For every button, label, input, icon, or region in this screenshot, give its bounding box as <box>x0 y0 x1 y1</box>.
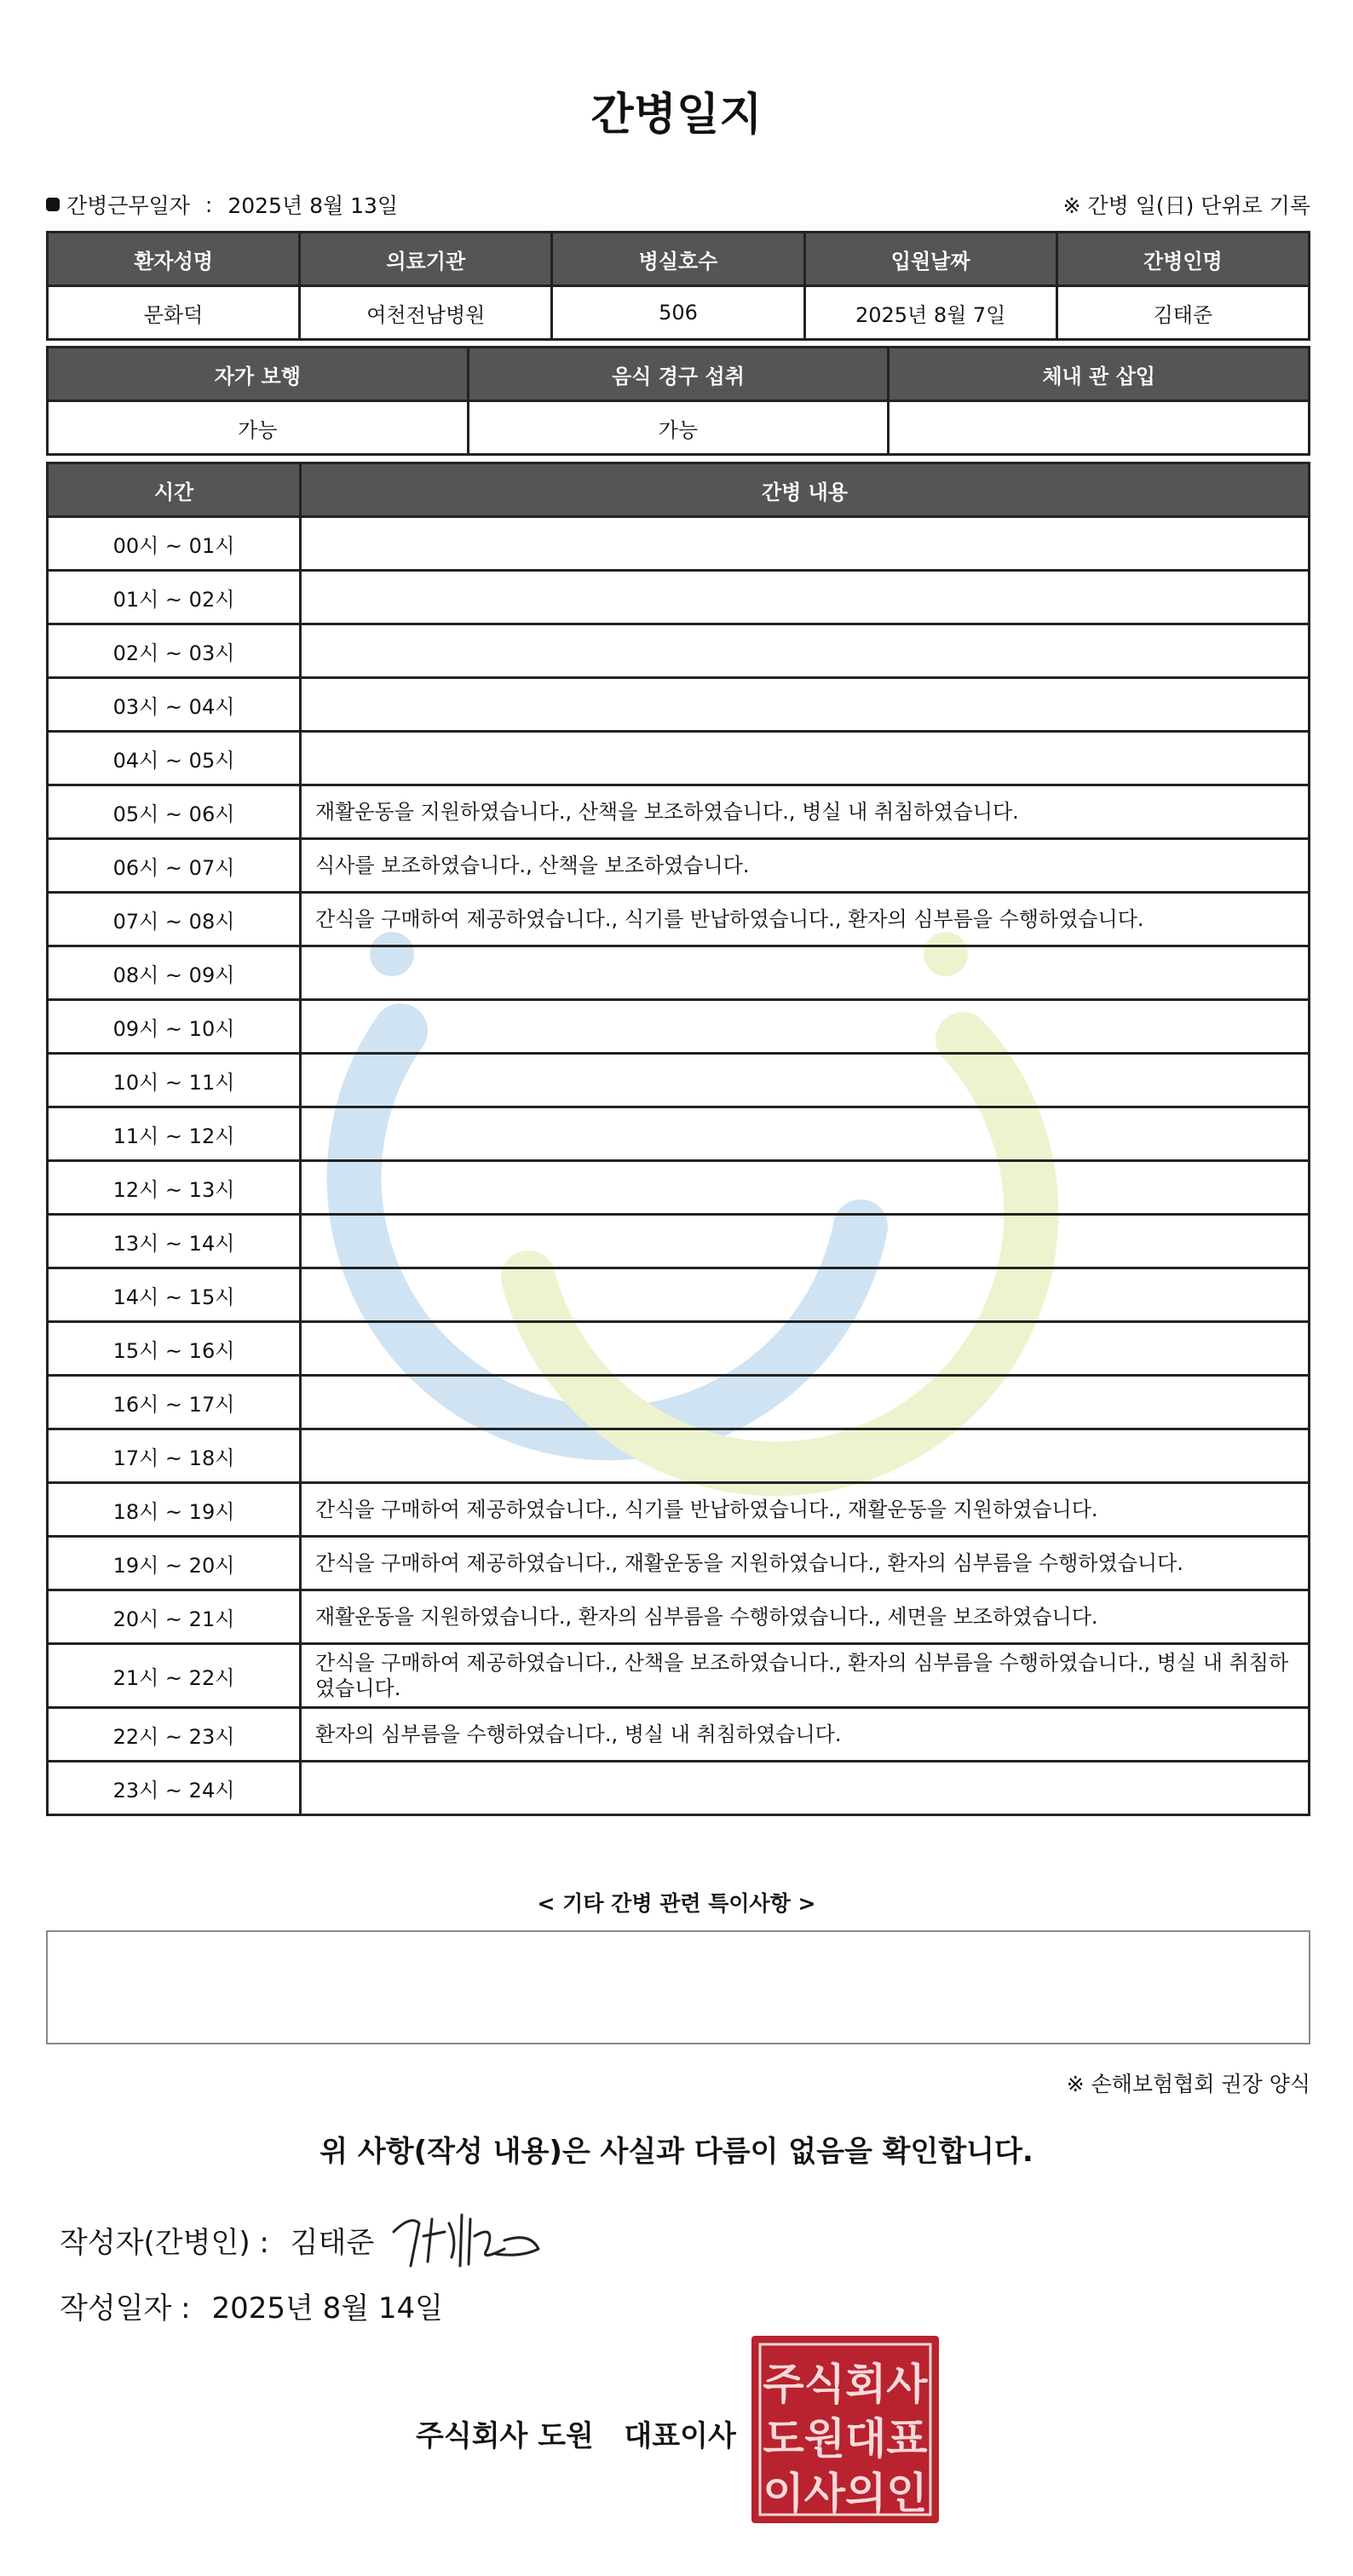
tube-value <box>889 401 1310 455</box>
status-header-row <box>48 348 1310 401</box>
log-note-cell <box>301 1107 1310 1161</box>
written-date-line <box>60 2285 443 2326</box>
log-time-cell: 05시 ~ 06시 <box>48 785 301 839</box>
svg-text:주식회사: 주식회사 <box>763 2360 928 2409</box>
log-time-cell: 17시 ~ 18시 <box>48 1429 301 1483</box>
log-note-cell <box>301 1762 1310 1815</box>
log-note-cell <box>301 571 1310 624</box>
patient-name-value: 문화덕 <box>48 286 300 340</box>
care-log-row <box>48 1537 1310 1590</box>
log-time-cell: 12시 ~ 13시 <box>48 1161 301 1215</box>
care-log-row <box>48 624 1310 678</box>
log-time-cell: 01시 ~ 02시 <box>48 571 301 624</box>
room-value: 506 <box>552 286 804 340</box>
log-note-cell <box>301 678 1310 732</box>
confirmation-statement: 위 사항(작성 내용)은 사실과 다름이 없음을 확인합니다. <box>320 2135 1033 2169</box>
oral-intake-header: 음식 경구 섭취 <box>468 348 889 401</box>
log-note-cell <box>301 1000 1310 1054</box>
log-note-cell <box>301 946 1310 1000</box>
time-header: 시간 <box>48 463 301 517</box>
recommendation-note: ※ 손해보험협회 권장 양식 <box>1066 2072 1310 2096</box>
log-note-cell: 재활운동을 지원하였습니다., 산책을 보조하였습니다., 병실 내 취침하였습니다. <box>301 785 1310 839</box>
log-time-cell: 14시 ~ 15시 <box>48 1268 301 1322</box>
work-date-label: 간병근무일자 <box>66 193 190 218</box>
writer-name: 김태준 <box>290 2226 375 2260</box>
log-time-cell: 04시 ~ 05시 <box>48 732 301 785</box>
log-note-cell: 간식을 구매하여 제공하였습니다., 재활운동을 지원하였습니다., 환자의 심부름을 수행하였습니다. <box>301 1537 1310 1590</box>
care-log-row <box>48 1161 1310 1215</box>
log-time-cell: 13시 ~ 14시 <box>48 1215 301 1268</box>
log-time-cell: 03시 ~ 04시 <box>48 678 301 732</box>
special-notes-title: < 기타 간병 관련 특이사항 > <box>537 1891 816 1916</box>
log-note-cell <box>301 1322 1310 1376</box>
log-time-cell: 10시 ~ 11시 <box>48 1054 301 1107</box>
log-note-cell <box>301 732 1310 785</box>
hospital-header: 의료기관 <box>300 233 552 286</box>
care-log-table <box>46 462 1310 1816</box>
patient-status-table <box>46 346 1310 456</box>
log-time-cell: 20시 ~ 21시 <box>48 1590 301 1644</box>
status-value-row <box>48 401 1310 455</box>
written-date-value: 2025년 8월 14일 <box>211 2291 444 2326</box>
log-time-cell: 08시 ~ 09시 <box>48 946 301 1000</box>
caregiver-header: 간병인명 <box>1056 233 1309 286</box>
care-log-row <box>48 1590 1310 1644</box>
log-time-cell: 23시 ~ 24시 <box>48 1762 301 1815</box>
unit-note: ※ 간병 일(日) 단위로 기록 <box>1062 193 1310 218</box>
log-time-cell: 22시 ~ 23시 <box>48 1708 301 1762</box>
admission-date-value: 2025년 8월 7일 <box>804 286 1056 340</box>
patient-info-header-row <box>48 233 1310 286</box>
care-log-row <box>48 571 1310 624</box>
log-note-cell <box>301 624 1310 678</box>
log-note-cell <box>301 1215 1310 1268</box>
care-log-row <box>48 1000 1310 1054</box>
patient-info-table <box>46 231 1310 341</box>
patient-name-header: 환자성명 <box>48 233 300 286</box>
log-time-cell: 07시 ~ 08시 <box>48 893 301 946</box>
writer-label: 작성자(간병인) : <box>60 2226 269 2260</box>
document-title: 간병일지 <box>590 89 763 141</box>
log-note-cell <box>301 1376 1310 1429</box>
work-date-line <box>46 189 398 220</box>
care-log-row <box>48 1107 1310 1161</box>
care-log-row <box>48 1054 1310 1107</box>
oral-intake-value: 가능 <box>468 401 889 455</box>
care-log-row <box>48 1376 1310 1429</box>
care-log-row <box>48 732 1310 785</box>
care-log-row <box>48 678 1310 732</box>
care-log-row <box>48 1215 1310 1268</box>
care-log-row <box>48 1762 1310 1815</box>
log-time-cell: 19시 ~ 20시 <box>48 1537 301 1590</box>
log-note-cell: 식사를 보조하였습니다., 산책을 보조하였습니다. <box>301 839 1310 893</box>
admission-date-header: 입원날짜 <box>804 233 1056 286</box>
log-note-cell: 간식을 구매하여 제공하였습니다., 산책을 보조하였습니다., 환자의 심부름을 수행하였습니다., 병실 내 취침하였습니다. <box>301 1644 1310 1708</box>
log-time-cell: 11시 ~ 12시 <box>48 1107 301 1161</box>
log-time-cell: 15시 ~ 16시 <box>48 1322 301 1376</box>
special-notes-box <box>46 1930 1310 2044</box>
work-date-value: 2025년 8월 13일 <box>227 193 399 218</box>
log-note-cell: 간식을 구매하여 제공하였습니다., 식기를 반납하였습니다., 재활운동을 지원하였습니다. <box>301 1483 1310 1537</box>
care-log-row <box>48 893 1310 946</box>
log-time-cell: 21시 ~ 22시 <box>48 1644 301 1708</box>
log-time-cell: 02시 ~ 03시 <box>48 624 301 678</box>
tube-header: 체내 관 삽입 <box>889 348 1310 401</box>
log-note-cell <box>301 1268 1310 1322</box>
log-note-cell: 재활운동을 지원하였습니다., 환자의 심부름을 수행하였습니다., 세면을 보조하였습니다. <box>301 1590 1310 1644</box>
care-log-header-row <box>48 463 1310 517</box>
log-note-cell <box>301 1161 1310 1215</box>
care-log-row <box>48 839 1310 893</box>
care-log-row <box>48 1644 1310 1708</box>
care-log-row <box>48 785 1310 839</box>
svg-text:도원대표: 도원대표 <box>763 2414 928 2464</box>
log-time-cell: 18시 ~ 19시 <box>48 1483 301 1537</box>
log-time-cell: 00시 ~ 01시 <box>48 517 301 571</box>
log-time-cell: 09시 ~ 10시 <box>48 1000 301 1054</box>
care-log-row <box>48 1429 1310 1483</box>
walking-header: 자가 보행 <box>48 348 469 401</box>
log-note-cell: 간식을 구매하여 제공하였습니다., 식기를 반납하였습니다., 환자의 심부름을 수행하였습니다. <box>301 893 1310 946</box>
room-header: 병실호수 <box>552 233 804 286</box>
walking-value: 가능 <box>48 401 469 455</box>
company-signature-line: 주식회사 도원 대표이사 <box>416 2419 736 2453</box>
hospital-value: 여천전남병원 <box>300 286 552 340</box>
care-log-row <box>48 1268 1310 1322</box>
signature-image <box>385 2198 556 2274</box>
care-log-row <box>48 517 1310 571</box>
log-note-cell <box>301 1429 1310 1483</box>
company-seal-stamp <box>748 2332 942 2527</box>
content-header: 간병 내용 <box>301 463 1310 517</box>
writer-line <box>60 2219 374 2261</box>
care-log-row <box>48 1322 1310 1376</box>
bullet-square-icon <box>46 198 60 211</box>
care-log-row <box>48 1483 1310 1537</box>
care-log-row <box>48 1708 1310 1762</box>
log-time-cell: 06시 ~ 07시 <box>48 839 301 893</box>
care-log-row <box>48 946 1310 1000</box>
written-date-label: 작성일자 : <box>60 2291 191 2326</box>
patient-info-value-row <box>48 286 1310 340</box>
log-time-cell: 16시 ~ 17시 <box>48 1376 301 1429</box>
log-note-cell: 환자의 심부름을 수행하였습니다., 병실 내 취침하였습니다. <box>301 1708 1310 1762</box>
svg-text:이사의인: 이사의인 <box>763 2469 928 2518</box>
log-note-cell <box>301 517 1310 571</box>
work-date-separator: : <box>204 192 213 217</box>
caregiver-value: 김태준 <box>1056 286 1309 340</box>
log-note-cell <box>301 1054 1310 1107</box>
